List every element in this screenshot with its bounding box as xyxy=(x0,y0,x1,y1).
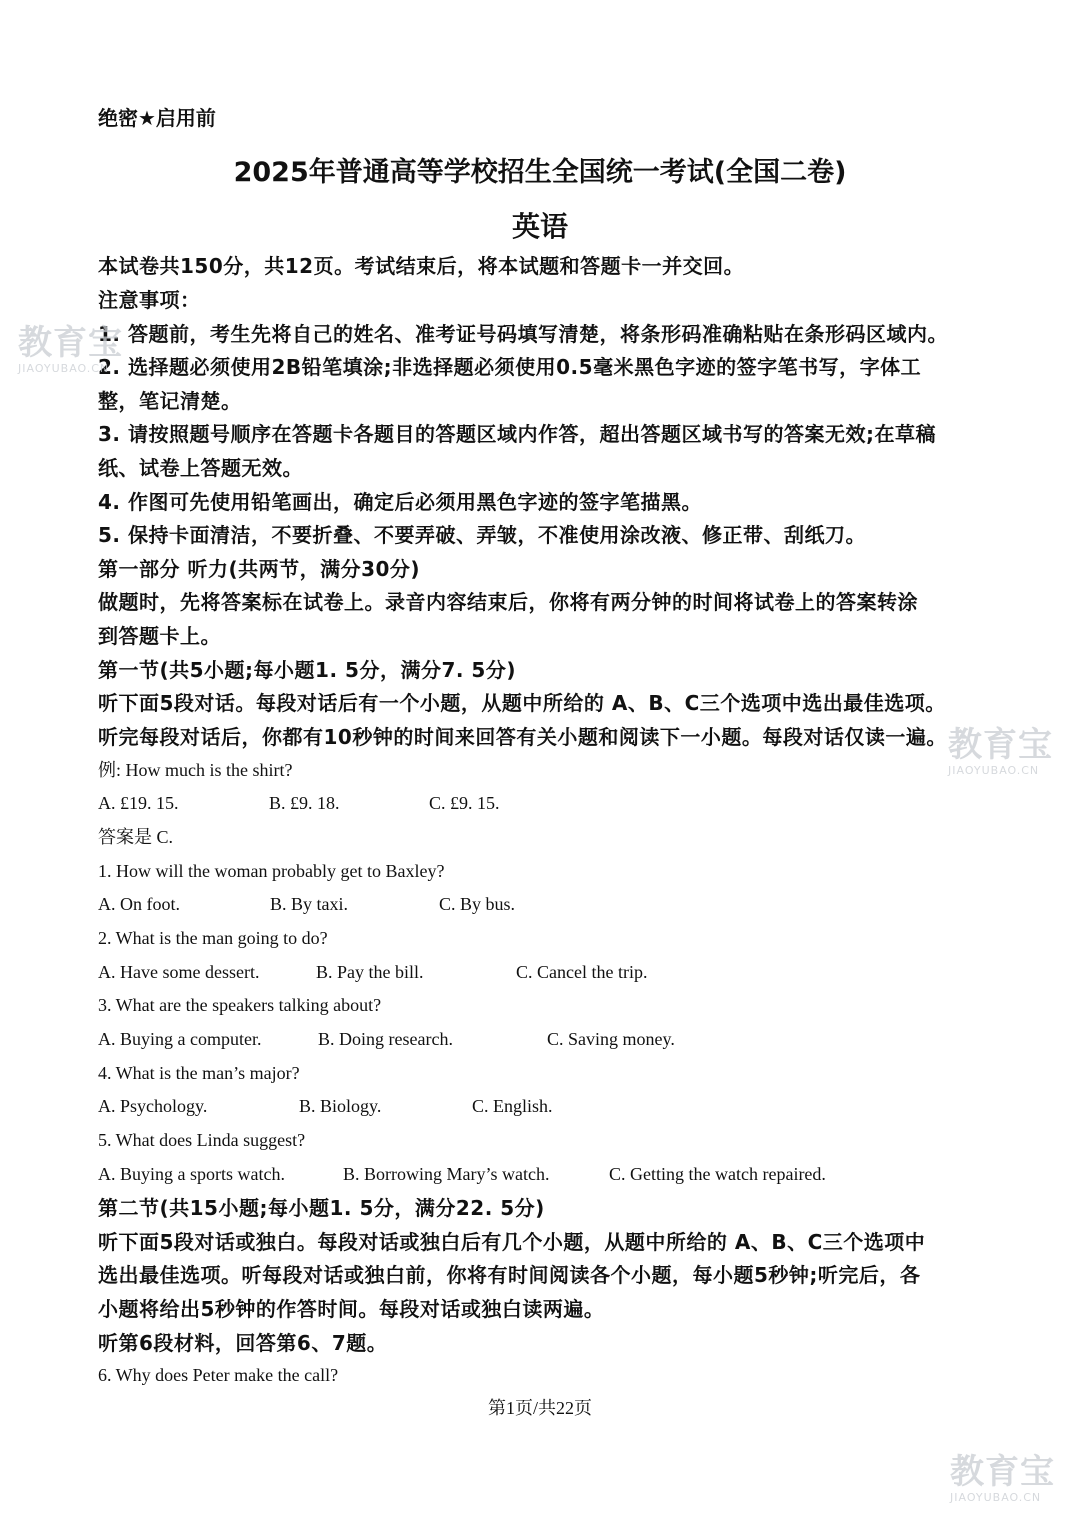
option: B. By taxi. xyxy=(270,894,349,914)
question-4: 4. What is the man’s major? xyxy=(98,1063,300,1083)
option: A. £19. 15. xyxy=(98,793,179,813)
part1-instruction: 到答题卡上。 xyxy=(98,624,221,648)
notice-item: 2. 选择题必须使用2B铅笔填涂;非选择题必须使用0.5毫米黑色字迹的签字笔书写，字体工 xyxy=(98,355,922,379)
watermark-url: JIAOYUBAO.CN xyxy=(948,764,1040,777)
material-heading: 听第6段材料，回答第6、7题。 xyxy=(98,1331,388,1355)
watermark-text: 教育宝 xyxy=(18,323,123,363)
option: C. Saving money. xyxy=(547,1029,675,1049)
option: C. Cancel the trip. xyxy=(516,962,648,982)
option: B. £9. 18. xyxy=(269,793,340,813)
question-3: 3. What are the speakers talking about? xyxy=(98,995,382,1015)
notice-title: 注意事项： xyxy=(98,288,201,312)
part1-heading: 第一部分 听力(共两节，满分30分) xyxy=(98,557,421,581)
section2-instruction: 小题将给出5秒钟的作答时间。每段对话或独白读两遍。 xyxy=(98,1297,605,1321)
section1-instruction: 听下面5段对话。每段对话后有一个小题，从题中所给的 A、B、C三个选项中选出最佳选项。 xyxy=(98,691,946,715)
notice-item: 1. 答题前，考生先将自己的姓名、准考证号码填写清楚，将条形码准确粘贴在条形码区域内。 xyxy=(98,322,948,346)
option: B. Borrowing Mary’s watch. xyxy=(343,1164,550,1184)
section2-instruction: 选出最佳选项。听每段对话或独白前，你将有时间阅读各个小题，每小题5秒钟;听完后，各 xyxy=(98,1263,921,1287)
section2-heading: 第二节(共15小题;每小题1. 5分，满分22. 5分) xyxy=(98,1196,545,1220)
option: C. £9. 15. xyxy=(429,793,500,813)
watermark-url: JIAOYUBAO.CN xyxy=(950,1491,1042,1504)
option: A. Buying a computer. xyxy=(98,1029,262,1049)
confidential-label: 绝密★启用前 xyxy=(98,106,216,130)
part1-instruction: 做题时，先将答案标在试卷上。录音内容结束后，你将有两分钟的时间将试卷上的答案转涂 xyxy=(98,590,918,614)
option: A. On foot. xyxy=(98,894,180,914)
watermark-logo xyxy=(948,725,1053,777)
question-2: 2. What is the man going to do? xyxy=(98,928,328,948)
watermark-logo xyxy=(950,1452,1055,1504)
intro-text: 本试卷共150分，共12页。考试结束后，将本试题和答题卡一并交回。 xyxy=(98,254,745,278)
option: B. Pay the bill. xyxy=(316,962,424,982)
question-1: 1. How will the woman probably get to Baxley? xyxy=(98,861,445,881)
question-6: 6. Why does Peter make the call? xyxy=(98,1365,339,1385)
example-answer: 答案是 C. xyxy=(98,827,174,847)
question-5: 5. What does Linda suggest? xyxy=(98,1130,306,1150)
option: C. Getting the watch repaired. xyxy=(609,1164,826,1184)
example-question: 例: How much is the shirt? xyxy=(98,760,293,780)
option: A. Buying a sports watch. xyxy=(98,1164,285,1184)
option: A. Psychology. xyxy=(98,1096,208,1116)
page-footer: 第1页/共22页 xyxy=(487,1398,592,1418)
section1-instruction: 听完每段对话后，你都有10秒钟的时间来回答有关小题和阅读下一小题。每段对话仅读一遍。 xyxy=(98,725,947,749)
section1-heading: 第一节(共5小题;每小题1. 5分，满分7. 5分) xyxy=(98,658,516,682)
notice-item: 5. 保持卡面清洁，不要折叠、不要弄破、弄皱，不准使用涂改液、修正带、刮纸刀。 xyxy=(98,523,866,547)
watermark-url: JIAOYUBAO.CN xyxy=(18,362,110,375)
subject-title: 英语 xyxy=(511,210,568,243)
option: B. Biology. xyxy=(299,1096,382,1116)
notice-item: 3. 请按照题号顺序在答题卡各题目的答题区域内作答，超出答题区域书写的答案无效;在草稿 xyxy=(98,422,936,446)
watermark-logo xyxy=(18,323,123,375)
option: C. English. xyxy=(472,1096,553,1116)
watermark-text: 教育宝 xyxy=(948,725,1053,765)
watermark-text: 教育宝 xyxy=(950,1452,1055,1492)
notice-item: 4. 作图可先使用铅笔画出，确定后必须用黑色字迹的签字笔描黑。 xyxy=(98,490,702,514)
notice-item: 纸、试卷上答题无效。 xyxy=(98,456,303,480)
option: B. Doing research. xyxy=(318,1029,453,1049)
exam-title: 2025年普通高等学校招生全国统一考试(全国二卷) xyxy=(233,157,847,188)
notice-item: 整，笔记清楚。 xyxy=(98,389,242,413)
option: A. Have some dessert. xyxy=(98,962,260,982)
option: C. By bus. xyxy=(439,894,516,914)
section2-instruction: 听下面5段对话或独白。每段对话或独白后有几个小题，从题中所给的 A、B、C三个选项中 xyxy=(98,1230,926,1254)
